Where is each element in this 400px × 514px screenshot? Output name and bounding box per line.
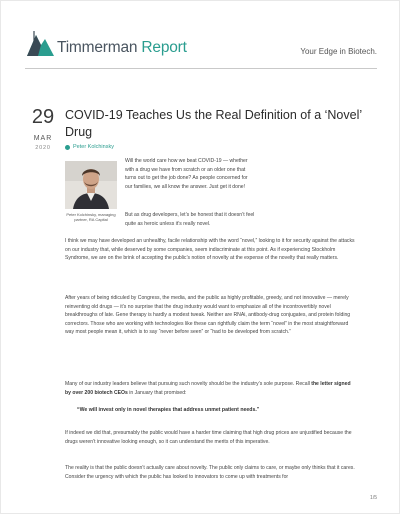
author-name: Peter Kolchinsky	[73, 144, 114, 150]
paragraph-3: I think we may have developed an unhealthy, facile relationship with the word “novel,” looking to it for security against the attacks on our industry that, while deserved by some companies, seem indiscriminate at this point. As if experiencing Stockholm Syndrome, we are on the brink of accepting the public’s notion of novelty at the expense of the novelty that really matters.	[65, 238, 355, 262]
date-block	[23, 107, 63, 151]
date-month: MAR	[33, 135, 53, 142]
paragraph-5	[65, 380, 355, 397]
tagline: Your Edge in Biotech.	[300, 47, 377, 56]
page-number: 1/5	[370, 495, 377, 501]
author-icon	[65, 145, 70, 150]
author-line[interactable]	[65, 144, 114, 150]
logo-mountain-icon	[25, 29, 55, 57]
paragraph-5-end: in January that promised:	[127, 389, 187, 396]
paragraph-5-start: Many of our industry leaders believe that pursuing such novelty should be the industry’s sole purpose. Recall	[65, 381, 312, 387]
paragraph-1: Will the world care how we beat COVID-19 — whether with a drug we have from scratch or an older one that turns out to get the job done? As people concerned for our families, we all know the answer. Just get it done!	[125, 158, 248, 190]
brand-prefix: Timmerman	[57, 39, 142, 56]
header-divider	[25, 68, 377, 69]
article-title: COVID-19 Teaches Us the Real Definition of a ‘Novel’ Drug	[65, 108, 362, 139]
brand-accent: Report	[141, 39, 187, 56]
brand-name[interactable]	[57, 39, 187, 57]
paragraph-7: The reality is that the public doesn’t actually care about novelty. The public only claims to care, or maybe only thinks that it cares. Consider the urgency with which the public has looked to innovators to come up with treatments for	[65, 465, 355, 480]
paragraph-4: After years of being ridiculed by Congress, the media, and the public as highly profitable, greedy, and not innovative — merely reinventing old drugs — it’s no surprise that the drug industry would want to emphasize all of the incontrovertibly novel breakthroughs of late. Gene therapy is hardly a modest tweak. Neither are RNAi, antibody-drug conjugates, and protein folding correctors. Those who are working with technologies like these can rightfully claim the term “novel” in the most straightforward way most people mean it, which is to say “never before seen” or “had to be developed from scratch.”	[65, 295, 351, 336]
pull-quote: “We will invest only in novel therapies that address unmet patient needs.”	[77, 407, 260, 413]
date-day: 29	[31, 106, 55, 128]
author-photo	[65, 161, 117, 209]
header	[1, 1, 400, 79]
photo-caption: Peter Kolchinsky, managing partner, RA Capital	[66, 212, 116, 222]
ceo-letter-link[interactable]: the letter signed by over 200 biotech CEOs	[65, 381, 351, 396]
paragraph-6: If indeed we did that, presumably the public would have a harder time claiming that high drug prices are unjustified because the drugs weren’t innovative looking enough, so it can understand the merits of this imperative.	[65, 430, 352, 445]
paragraph-2: But as drug developers, let’s be honest that it doesn’t feel quite as heroic unless it’s really novel.	[125, 212, 255, 227]
date-year: 2020	[35, 145, 51, 151]
